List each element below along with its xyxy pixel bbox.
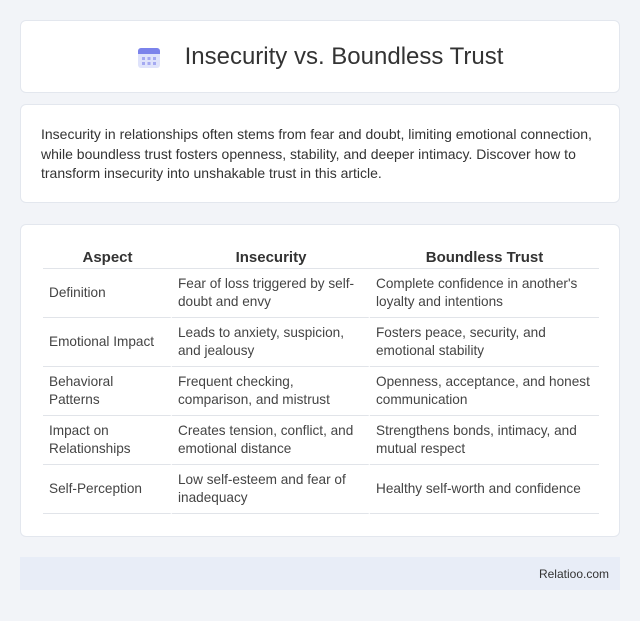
cell-trust: Strengthens bonds, intimacy, and mutual respect: [370, 416, 599, 465]
header-aspect: Aspect: [43, 247, 172, 269]
intro-card: [20, 104, 620, 203]
cell-aspect: Self-Perception: [43, 465, 172, 514]
header-boundless-trust: Boundless Trust: [370, 247, 599, 269]
table-row: [43, 367, 599, 416]
comparison-card: [20, 224, 620, 537]
title-wrap: [137, 43, 504, 71]
table-header-row: [43, 247, 599, 269]
cell-aspect: Impact on Relationships: [43, 416, 172, 465]
cell-aspect: Behavioral Patterns: [43, 367, 172, 416]
cell-insecurity: Fear of loss triggered by self-doubt and envy: [172, 269, 370, 318]
cell-trust: Fosters peace, security, and emotional stability: [370, 318, 599, 367]
page-title: Insecurity vs. Boundless Trust: [184, 42, 504, 70]
intro-text: Insecurity in relationships often stems from fear and doubt, limiting emotional connection, while boundless trust fosters openness, stability, and deeper intimacy. Discover how to transform insecurity into unshakable trust in this article.: [41, 126, 592, 181]
cell-trust: Openness, acceptance, and honest communication: [370, 367, 599, 416]
cell-trust: Healthy self-worth and confidence: [370, 465, 599, 514]
comparison-table: [43, 247, 599, 514]
cell-insecurity: Low self-esteem and fear of inadequacy: [172, 465, 370, 514]
calendar-icon: [137, 45, 161, 69]
cell-insecurity: Creates tension, conflict, and emotional distance: [172, 416, 370, 465]
table-row: [43, 465, 599, 514]
cell-insecurity: Frequent checking, comparison, and mistrust: [172, 367, 370, 416]
footer-site-link[interactable]: Relatioo.com: [538, 566, 609, 581]
cell-aspect: Definition: [43, 269, 172, 318]
title-card: [20, 20, 620, 93]
cell-insecurity: Leads to anxiety, suspicion, and jealousy: [172, 318, 370, 367]
cell-trust: Complete confidence in another's loyalty and intentions: [370, 269, 599, 318]
table-row: [43, 416, 599, 465]
table-row: [43, 318, 599, 367]
cell-aspect: Emotional Impact: [43, 318, 172, 367]
footer: [20, 557, 620, 590]
table-row: [43, 269, 599, 318]
header-insecurity: Insecurity: [172, 247, 370, 269]
